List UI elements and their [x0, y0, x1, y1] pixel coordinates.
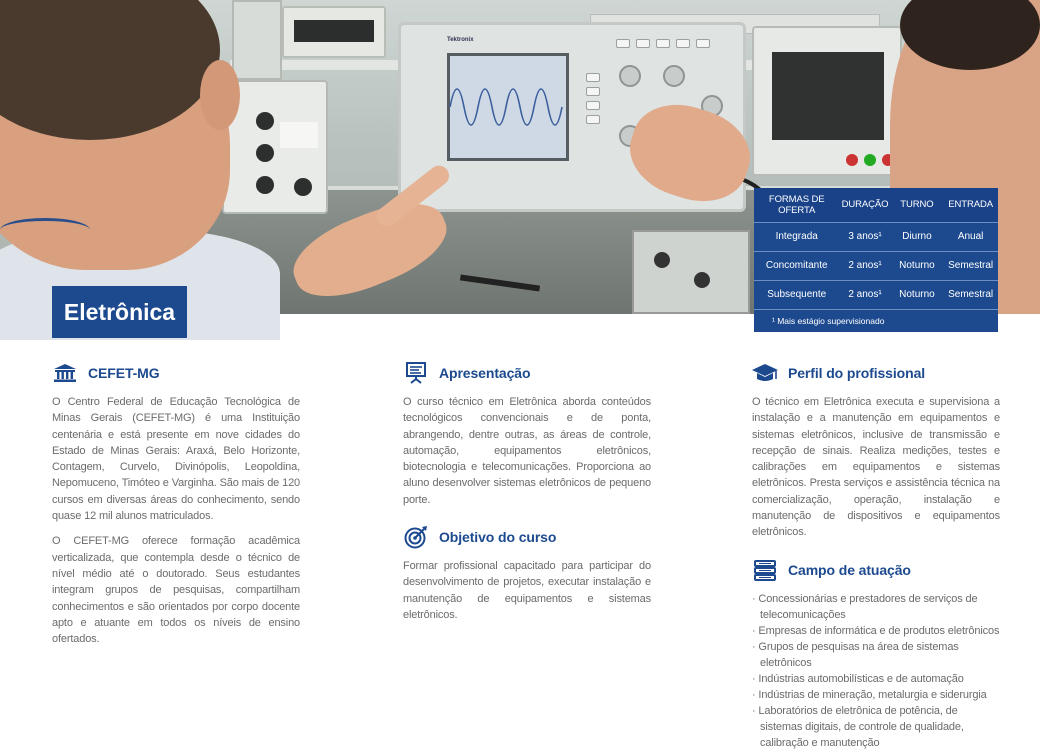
top-instrument	[282, 6, 386, 58]
table-cell: 2 anos¹	[839, 251, 890, 280]
oscilloscope-brand: Tektronix	[447, 37, 474, 43]
table-cell: Semestral	[943, 251, 998, 280]
list-item: · Empresas de informática e de produtos eletrônicos	[752, 623, 1000, 639]
lanyard	[0, 218, 90, 242]
table-cell: Subsequente	[754, 280, 839, 309]
table-cell: Anual	[943, 222, 998, 251]
column-apresentacao	[403, 360, 651, 623]
table-header-row	[754, 188, 998, 222]
list-item: · Grupos de pesquisas na área de sistemas eletrônicos	[752, 639, 1000, 671]
table-row	[754, 251, 998, 280]
table-footnote: ¹ Mais estágio supervisionado	[754, 309, 998, 332]
section-header-objetivo	[403, 524, 651, 550]
section-header-apresentacao	[403, 360, 651, 386]
table-cell: Noturno	[891, 251, 944, 280]
student-ear	[200, 60, 240, 130]
left-meter	[232, 0, 282, 80]
section-header-cefet	[52, 360, 300, 386]
section-header-perfil	[752, 360, 1000, 386]
section-title-objetivo: Objetivo do curso	[439, 529, 557, 546]
title-tab	[52, 286, 187, 338]
list-item: · Indústrias automobilísticas e de automação	[752, 671, 1000, 687]
perfil-paragraph: O técnico em Eletrônica executa e supervisiona a instalação e a manutenção em equipamentos e sistemas eletrônicos, inclusive de transmissão e recepção de sinais. Realiza medições, testes e calibrações em equipamentos e sistemas eletrônicos. Presta serviços e assistência técnica na comercialização, operação, instalação e manutenção de dispositivos e equipamentos eletrônicos.	[752, 396, 1000, 539]
section-title-cefet: CEFET-MG	[88, 365, 160, 381]
apresentacao-paragraph: O curso técnico em Eletrônica aborda conteúdos tecnológicos convencionais e de ponta, abrangendo, dentre outras, as áreas de controle, automação, equipamentos eletrônicos, biotecnologia e telecomunicações. Proporciona ao aluno desenvolver sistemas eletrônicos de pequeno porte.	[403, 396, 651, 506]
table-cell: Noturno	[891, 280, 944, 309]
list-item: · Laboratórios de eletrônica de potência, de sistemas digitais, de controle de qualidade, calibração e manutenção	[752, 703, 1000, 751]
header-turno: TURNO	[891, 188, 944, 222]
objetivo-paragraph: Formar profissional capacitado para participar do desenvolvimento de projetos, executar instalação e manutenção de equipamentos e sistemas eletrônicos.	[403, 560, 651, 621]
section-title-perfil: Perfil do profissional	[788, 365, 926, 381]
oscilloscope-screen	[447, 53, 569, 161]
sine-wave-trace	[450, 56, 566, 158]
section-title-campo: Campo de atuação	[788, 561, 911, 578]
header-duracao: DURAÇÃO	[839, 188, 890, 222]
list-item: · Concessionárias e prestadores de serviços de telecomunicações	[752, 591, 1000, 623]
campo-list	[752, 591, 1000, 751]
column-perfil	[752, 360, 1000, 751]
institution-building-icon	[52, 362, 78, 384]
presentation-board-icon	[403, 362, 429, 384]
target-icon	[403, 526, 429, 548]
table-row	[754, 222, 998, 251]
table-cell: 2 anos¹	[839, 280, 890, 309]
section-header-campo	[752, 557, 1000, 583]
table-row	[754, 280, 998, 309]
table-cell: Integrada	[754, 222, 839, 251]
table-cell: Concomitante	[754, 251, 839, 280]
cefet-paragraph-1: O Centro Federal de Educação Tecnológica de Minas Gerais (CEFET-MG) é uma Instituição centenária e está presente em nove cidades do Estado de Minas Gerais: Araxá, Belo Horizonte, Contagem, Curvelo, Divinópolis, Leopoldina, Nepomuceno, Timóteo e Varginha. São mais de 120 cursos em diversas áreas do conhecimento, sendo quase 12 mil alunos matriculados.	[52, 396, 300, 523]
header-entrada: ENTRADA	[943, 188, 998, 222]
column-cefet	[52, 360, 300, 647]
graduation-cap-icon	[752, 362, 778, 384]
table-cell: Semestral	[943, 280, 998, 309]
cefet-paragraph-2: O CEFET-MG oferece formação acadêmica verticalizada, que contempla desde o técnico de nível médio até o doutorado. Seus estudantes integram grupos de pesquisas, compartilham conhecimentos e são orientados por corpo docente apto e atuante em todos os níveis de ensino ofertados.	[52, 535, 300, 646]
offer-table	[754, 188, 998, 332]
table-cell: 3 anos¹	[839, 222, 890, 251]
list-item: · Indústrias de mineração, metalurgia e siderurgia	[752, 687, 1000, 703]
table-cell: Diurno	[891, 222, 944, 251]
section-title-apresentacao: Apresentação	[439, 365, 531, 381]
page-title: Eletrônica	[63, 299, 176, 325]
header-formas-de-oferta: FORMAS DE OFERTA	[754, 188, 839, 222]
stacked-books-icon	[752, 559, 778, 581]
function-generator	[752, 26, 902, 176]
